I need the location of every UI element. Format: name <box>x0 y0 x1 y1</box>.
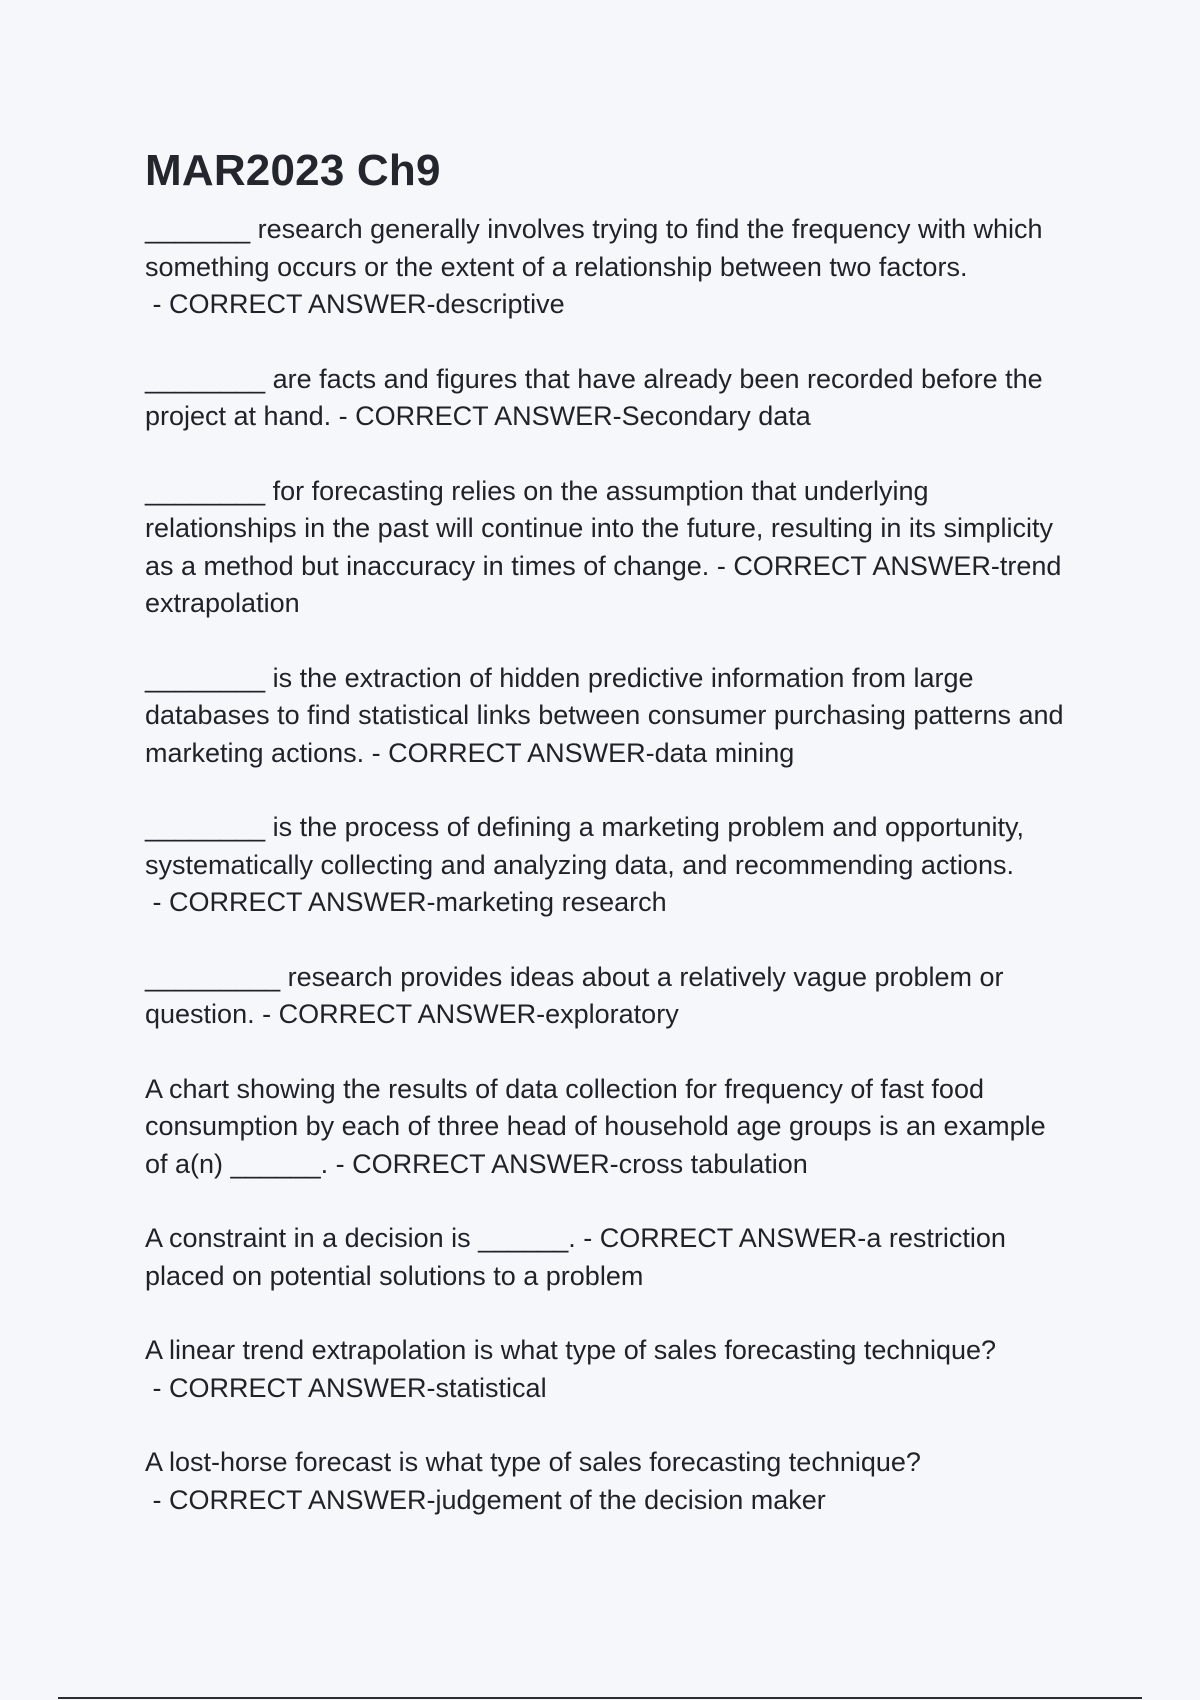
answer-text: a restriction placed on potential solutions to a problem <box>145 1223 1006 1291</box>
footer-divider <box>58 1697 1142 1699</box>
document-content <box>145 143 1075 1556</box>
question-text: A constraint in a decision is ______. <box>145 1223 576 1253</box>
qa-item: A chart showing the results of data collection for frequency of fast food consumption by each of three head of household age groups is an example of a(n) ______. - CORRECT ANSWER-cross tabulation <box>145 1073 1046 1179</box>
question-text: ________ is the extraction of hidden predictive information from large databases to find statistical links between consumer purchasing patterns and marketing actions. <box>145 662 1064 768</box>
question-text: A linear trend extrapolation is what type of sales forecasting technique? <box>145 1335 997 1365</box>
qa-item: A constraint in a decision is ______. - CORRECT ANSWER-a restriction placed on potential solutions to a problem <box>145 1223 1006 1291</box>
answer-text: descriptive <box>435 289 565 319</box>
qa-item: ________ for forecasting relies on the assumption that underlying relationships in the past will continue into the future, resulting in its simplicity as a method but inaccuracy in times of change. - CORRECT ANSWER-trend extrapolation <box>145 475 1062 618</box>
question-text: A chart showing the results of data collection for frequency of fast food consumption by each of three head of household age groups is an example of a(n) ______. <box>145 1073 1046 1179</box>
question-text: ________ are facts and figures that have already been recorded before the project at hand. <box>145 363 1043 431</box>
answer-prefix: CORRECT ANSWER- <box>169 1484 436 1515</box>
answer-text: Secondary data <box>621 401 811 431</box>
qa-item: A lost-horse forecast is what type of sales forecasting technique? - CORRECT ANSWER-judgement of the decision maker <box>145 1447 921 1515</box>
question-text: _________ research provides ideas about a relatively vague problem or question. <box>145 961 1004 1029</box>
qa-item: A linear trend extrapolation is what type of sales forecasting technique? - CORRECT ANSWER-statistical <box>145 1335 997 1403</box>
question-text: A lost-horse forecast is what type of sales forecasting technique? <box>145 1447 921 1477</box>
answer-text: data mining <box>654 737 795 768</box>
answer-prefix: CORRECT ANSWER- <box>352 1148 619 1179</box>
answer-text: exploratory <box>545 999 679 1029</box>
answer-text: judgement of the decision maker <box>435 1484 826 1515</box>
qa-item: _______ research generally involves trying to find the frequency with which something occurs or the extent of a relationship between two factors. - CORRECT ANSWER-descriptive <box>145 214 1043 319</box>
answer-text: cross tabulation <box>618 1148 808 1179</box>
answer-text: trend extrapolation <box>145 550 1062 618</box>
answer-prefix: CORRECT ANSWER- <box>169 887 436 917</box>
qa-item: ________ is the process of defining a marketing problem and opportunity, systematically collecting and analyzing data, and recommending actions. - CORRECT ANSWER-marketing research <box>145 812 1025 917</box>
document-title: MAR2023 Ch9 <box>145 146 441 195</box>
answer-prefix: CORRECT ANSWER- <box>278 999 546 1029</box>
answer-text: statistical <box>435 1372 547 1403</box>
answer-prefix: CORRECT ANSWER- <box>388 737 655 768</box>
question-text: ________ for forecasting relies on the assumption that underlying relationships in the past will continue into the future, resulting in its simplicity as a method but inaccuracy in times of change. <box>145 475 1053 581</box>
qa-item: _________ research provides ideas about a relatively vague problem or question. - CORRECT ANSWER-exploratory <box>145 961 1004 1029</box>
answer-text: marketing research <box>435 887 667 917</box>
answer-prefix: CORRECT ANSWER- <box>355 401 622 431</box>
qa-item: ________ are facts and figures that have already been recorded before the project at hand. - CORRECT ANSWER-Secondary data <box>145 363 1043 431</box>
answer-prefix: CORRECT ANSWER- <box>733 550 1000 581</box>
qa-item: ________ is the extraction of hidden predictive information from large databases to find statistical links between consumer purchasing patterns and marketing actions. - CORRECT ANSWER-data mining <box>145 662 1064 768</box>
question-text: _______ research generally involves trying to find the frequency with which something occurs or the extent of a relationship between two factors. <box>145 214 1043 282</box>
question-text: ________ is the process of defining a marketing problem and opportunity, systematically collecting and analyzing data, and recommending actions. <box>145 812 1025 880</box>
answer-prefix: CORRECT ANSWER- <box>599 1223 867 1253</box>
answer-prefix: CORRECT ANSWER- <box>169 1372 436 1403</box>
answer-prefix: CORRECT ANSWER- <box>169 289 436 319</box>
